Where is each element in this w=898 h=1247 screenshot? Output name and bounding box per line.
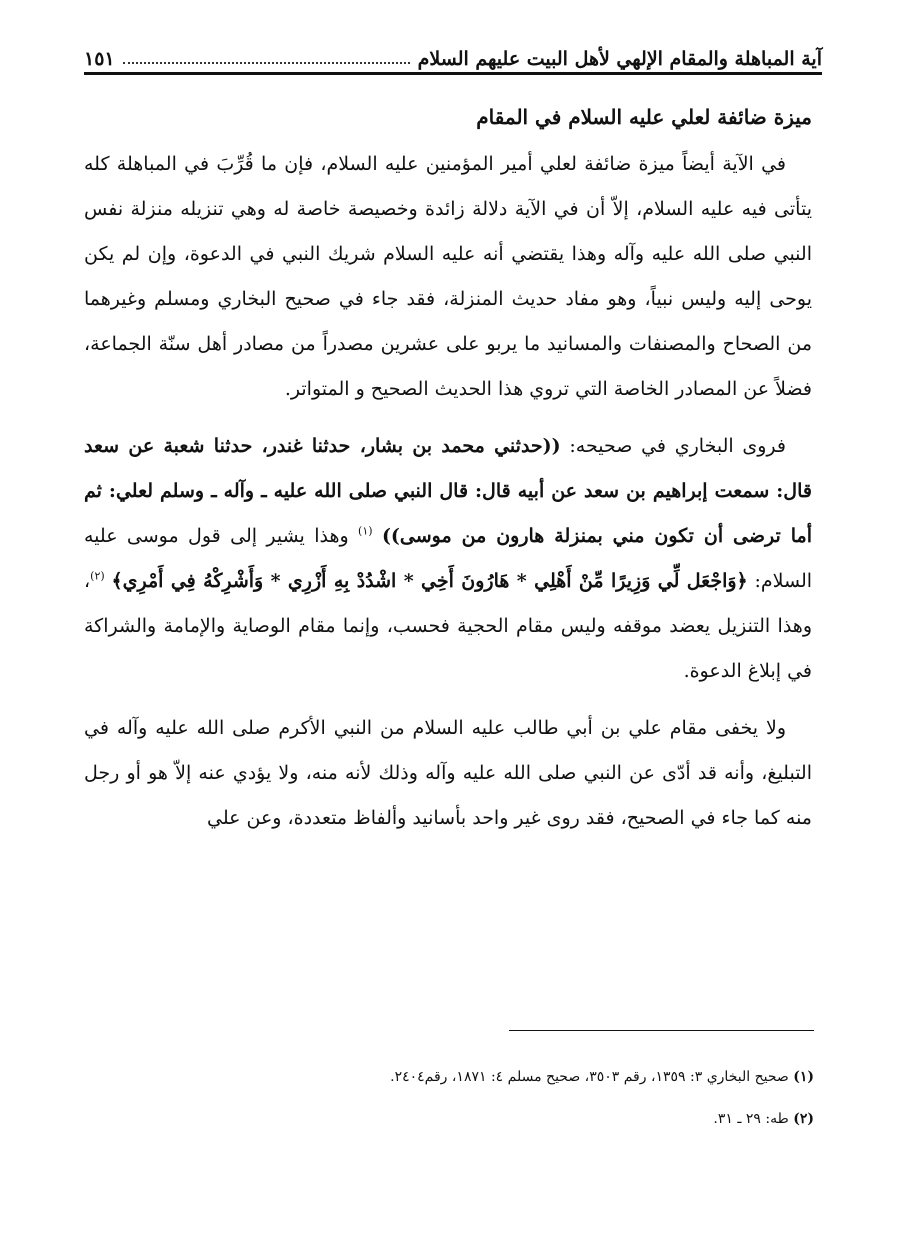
footnote-1-marker: (١) bbox=[793, 1069, 814, 1085]
page-number: ١٥١ bbox=[84, 48, 115, 70]
footnote-1 bbox=[84, 1066, 814, 1088]
header-dotted-leader bbox=[123, 62, 410, 64]
footnote-separator bbox=[509, 1030, 814, 1031]
running-header bbox=[84, 30, 822, 70]
footnote-2-text: طه: ٢٩ ـ ٣١. bbox=[713, 1111, 794, 1127]
paragraph-2-end: ، وهذا التنزيل يعضد موقفه وليس مقام الحجية فحسب، وإنما مقام الوصاية والإمامة والشراكة في إبلاغ الدعوة. bbox=[84, 570, 812, 682]
paragraph-2-middle: وهذا يشير إلى قول موسى عليه السلام: bbox=[84, 525, 813, 592]
footnote-ref-2: (٢) bbox=[90, 569, 105, 583]
quran-verse: ﴿وَاجْعَل لِّي وَزِيرًا مِّنْ أَهْلِي * هَارُونَ أَخِي * اشْدُدْ بِهِ أَزْرِي * وَأَشْرِكْهُ فِي أَمْرِي﴾ bbox=[111, 570, 748, 592]
section-heading: ميزة ضائفة لعلي عليه السلام في المقام bbox=[476, 105, 812, 129]
page-body bbox=[84, 92, 812, 853]
hadith-quote: ((حدثني محمد بن بشار، حدثنا غندر، حدثنا شعبة عن سعد قال: سمعت إبراهيم بن سعد عن أبيه قال: قال النبي صلى الله عليه ـ وآله ـ وسلم لعلي: ثم أما ترضى أن تكون مني بمنزلة هارون من موسى)) bbox=[84, 435, 812, 547]
footnotes bbox=[84, 1066, 814, 1150]
paragraph-1-text: في الآية أيضاً ميزة ضائفة لعلي أمير المؤمنين عليه السلام، فإن ما قُرِّبَ في المباهلة كله يتأتى فيه عليه السلام، إلاّ أن في الآية دلالة زائدة وخصيصة خاصة له وهي تنزيله منزلة نفس النبي صلى الله عليه وآله وهذا يقتضي أنه عليه السلام شريك النبي في الدعوة، وإن لم يكن يوحى إليه وليس نبياً، وهو مفاد حديث المنزلة، فقد جاء في صحيح البخاري ومسلم وغيرهما من الصحاح والمصنفات والمسانيد ما يربو على عشرين مصدراً من مصادر أهل سنّة الجماعة، فضلاً عن المصادر الخاصة التي تروي هذا الحديث الصحيح و المتواتر. bbox=[84, 153, 812, 400]
footnote-2 bbox=[84, 1108, 814, 1130]
paragraph-3 bbox=[84, 706, 812, 841]
header-rule bbox=[84, 72, 822, 75]
running-header-title: آية المباهلة والمقام الإلهي لأهل البيت عليهم السلام bbox=[417, 48, 822, 70]
paragraph-2-intro: فروى البخاري في صحيحه: bbox=[560, 435, 786, 457]
footnote-ref-1: (١) bbox=[358, 524, 373, 538]
footnote-2-marker: (٢) bbox=[793, 1111, 814, 1127]
paragraph-1 bbox=[84, 142, 812, 412]
paragraph-3-text: ولا يخفى مقام علي بن أبي طالب عليه السلام من النبي الأكرم صلى الله عليه وآله في التبليغ، وأنه قد أدّى عن النبي صلى الله عليه وآله وذلك لأنه منه، ولا يؤدي عنه إلاّ هو أو رجل منه كما جاء في الصحيح، فقد روى غير واحد بأسانيد وألفاظ متعددة، وعن علي bbox=[84, 717, 812, 829]
footnote-1-text: صحيح البخاري ٣: ١٣٥٩، رقم ٣٥٠٣، صحيح مسلم ٤: ١٨٧١، رقم٢٤٠٤. bbox=[390, 1069, 794, 1085]
paragraph-2 bbox=[84, 424, 812, 694]
